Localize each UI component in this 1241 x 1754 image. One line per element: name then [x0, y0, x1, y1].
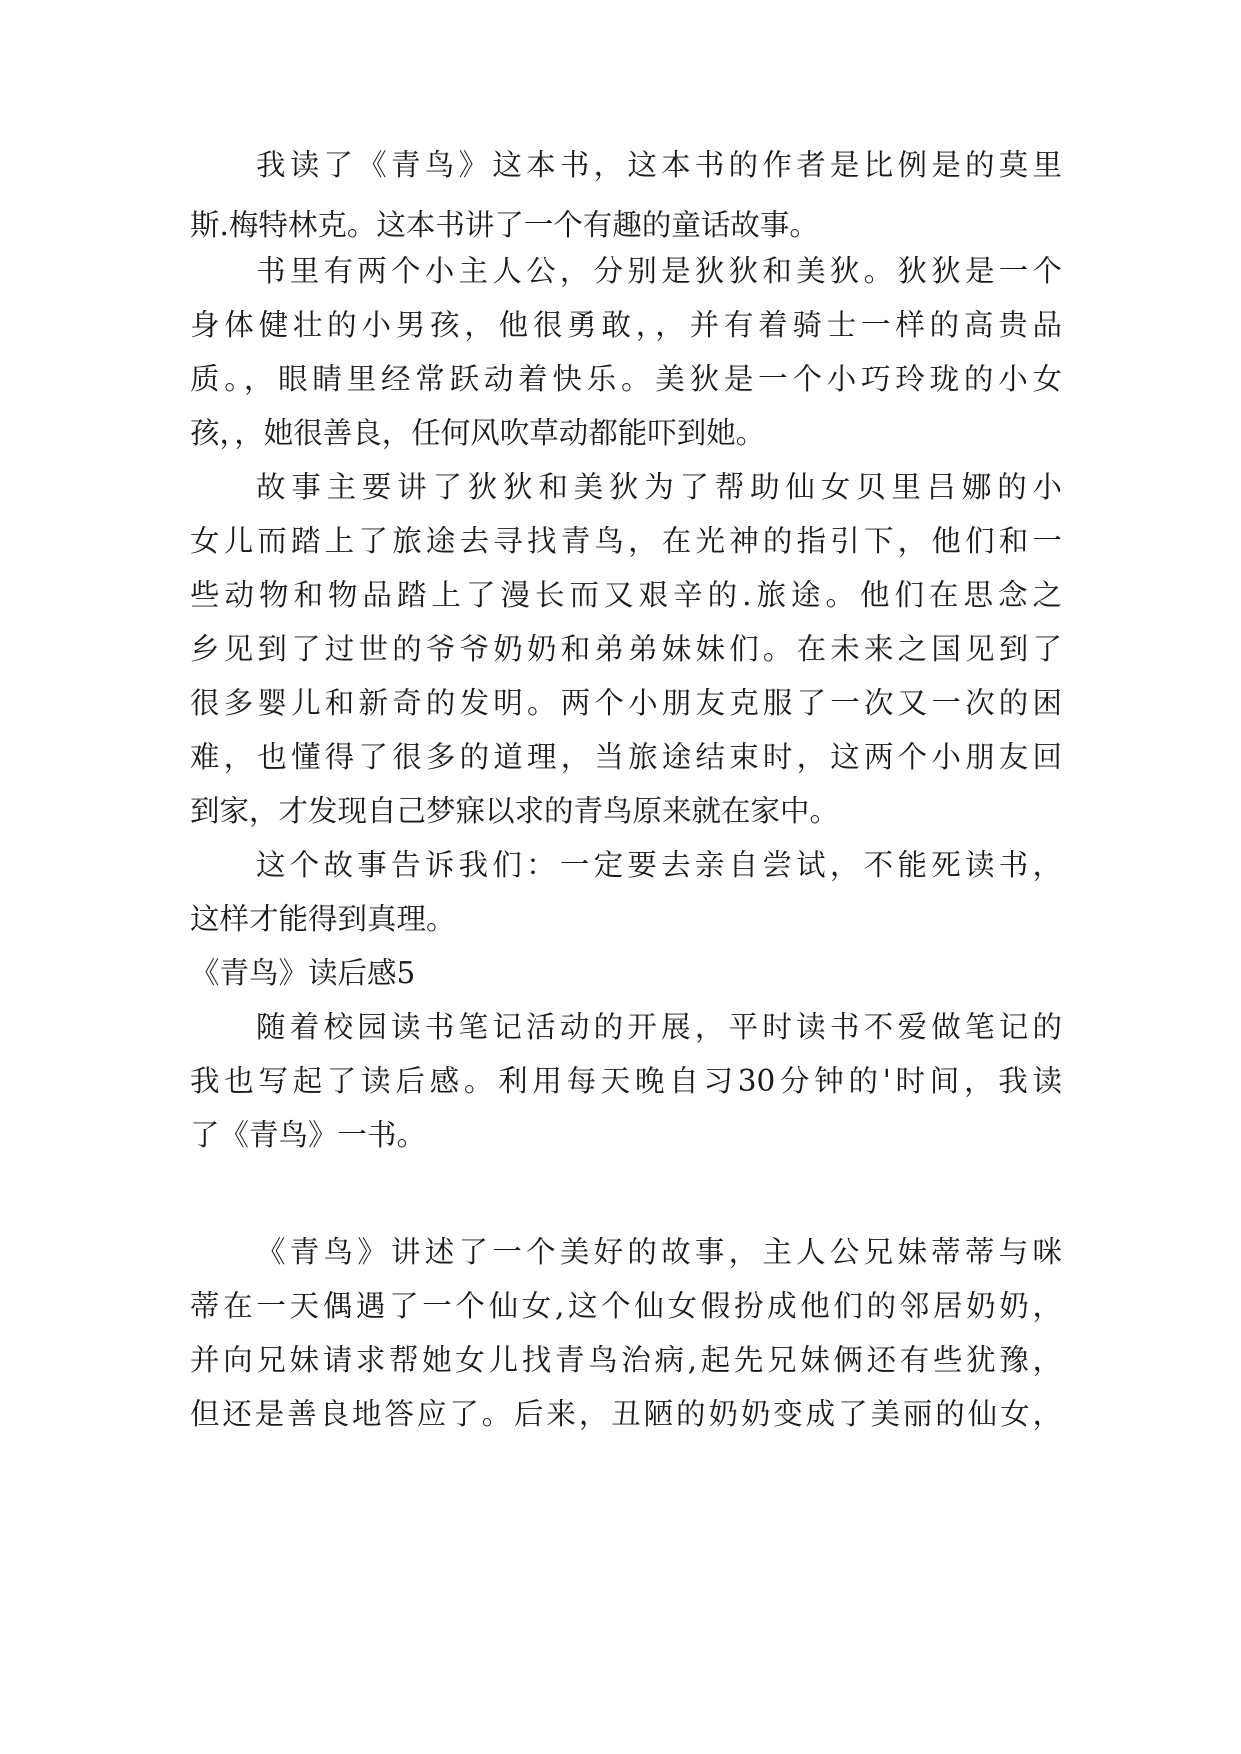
paragraph-line: 斯.梅特林克。这本书讲了一个有趣的童话故事。	[190, 208, 819, 242]
paragraph-line: 质。，眼睛里经常跃动着快乐。美狄是一个小巧玲珑的小女	[190, 362, 1062, 396]
paragraph-line: 很多婴儿和新奇的发明。两个小朋友克服了一次又一次的困	[190, 686, 1062, 720]
paragraph-line: 并向兄妹请求帮她女儿找青鸟治病,起先兄妹俩还有些犹豫，	[190, 1343, 1062, 1377]
paragraph-line: 些动物和物品踏上了漫长而又艰辛的.旅途。他们在思念之	[190, 578, 1062, 612]
paragraph-line: 我读了《青鸟》这本书，这本书的作者是比例是的莫里	[256, 148, 1062, 182]
paragraph-line: 我也写起了读后感。利用每天晚自习30分钟的'时间，我读	[190, 1064, 1062, 1098]
paragraph-line: 随着校园读书笔记活动的开展，平时读书不爱做笔记的	[256, 1010, 1062, 1044]
paragraph-line: 这个故事告诉我们：一定要去亲自尝试，不能死读书，	[256, 848, 1062, 882]
paragraph-line: 难，也懂得了很多的道理，当旅途结束时，这两个小朋友回	[190, 740, 1062, 774]
paragraph-line: 故事主要讲了狄狄和美狄为了帮助仙女贝里吕娜的小	[256, 470, 1062, 504]
paragraph-line: 孩，，她很善良，任何风吹草动都能吓到她。	[190, 416, 766, 450]
paragraph-line: 了《青鸟》一书。	[190, 1118, 427, 1152]
paragraph-line: 到家，才发现自己梦寐以求的青鸟原来就在家中。	[190, 794, 840, 828]
paragraph-line: 女儿而踏上了旅途去寻找青鸟，在光神的指引下，他们和一	[190, 524, 1062, 558]
paragraph-line: 但还是善良地答应了。后来，丑陋的奶奶变成了美丽的仙女，	[190, 1397, 1062, 1431]
paragraph-line: 《青鸟》讲述了一个美好的故事，主人公兄妹蒂蒂与咪	[256, 1235, 1062, 1269]
paragraph-line: 乡见到了过世的爷爷奶奶和弟弟妹妹们。在未来之国见到了	[190, 632, 1062, 666]
paragraph-line: 蒂在一天偶遇了一个仙女,这个仙女假扮成他们的邻居奶奶，	[190, 1289, 1062, 1323]
section-heading: 《青鸟》读后感5	[190, 956, 416, 990]
paragraph-line: 身体健壮的小男孩，他很勇敢，，并有着骑士一样的高贵品	[190, 308, 1062, 342]
paragraph-line: 书里有两个小主人公，分别是狄狄和美狄。狄狄是一个	[256, 254, 1062, 288]
paragraph-line: 这样才能得到真理。	[190, 902, 456, 936]
